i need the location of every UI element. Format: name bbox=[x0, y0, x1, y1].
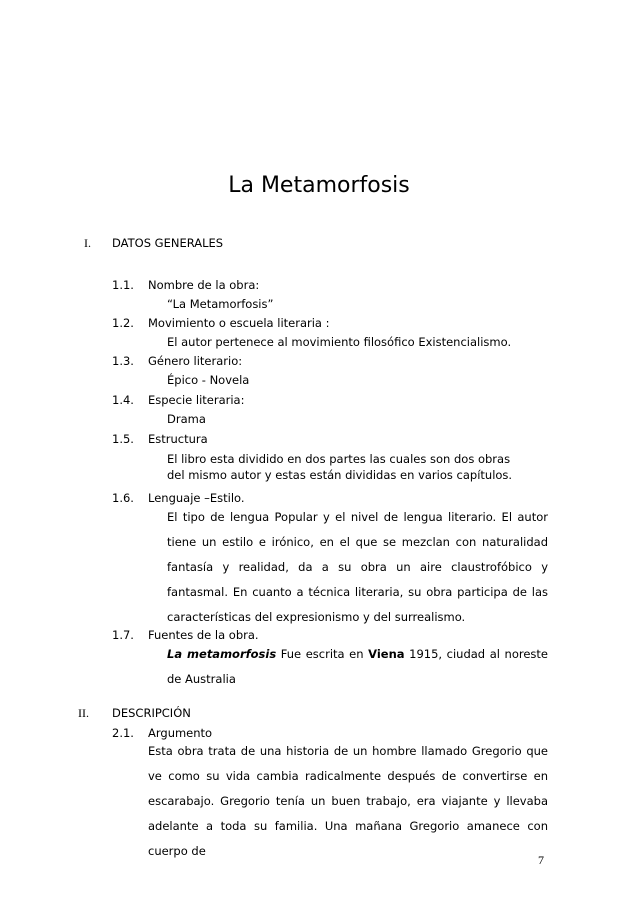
item-label: Estructura bbox=[148, 432, 208, 446]
item-label: Lenguaje –Estilo. bbox=[148, 491, 245, 505]
section-heading: DESCRIPCIÓN bbox=[112, 706, 191, 720]
section-number: II. bbox=[78, 706, 89, 720]
item-number: 2.1. bbox=[112, 726, 134, 740]
item-label: Argumento bbox=[148, 726, 213, 740]
item-number: 1.1. bbox=[112, 278, 134, 292]
item-value-text: 1915, ciudad al noreste de Australia bbox=[167, 647, 548, 686]
item-value: Drama bbox=[167, 412, 206, 426]
item-value-text: Fue escrita en bbox=[276, 647, 369, 661]
item-number: 1.5. bbox=[112, 432, 134, 446]
item-label: Género literario: bbox=[148, 354, 243, 368]
item-value: Épico - Novela bbox=[167, 373, 250, 387]
item-value: El libro esta dividido en dos partes las cuales son dos obras del mismo autor y estas están divididas en varios capítulos. bbox=[167, 452, 513, 482]
page-title: La Metamorfosis bbox=[228, 173, 410, 198]
item-value: “La Metamorfosis” bbox=[167, 297, 274, 311]
section-number: I. bbox=[84, 236, 91, 250]
item-label: Especie literaria: bbox=[148, 393, 245, 407]
city-name: Viena bbox=[368, 647, 405, 661]
item-number: 1.4. bbox=[112, 393, 134, 407]
item-value: El tipo de lengua Popular y el nivel de lengua literario. El autor tiene un estilo e irónico, en el que se mezclan con naturalidad fantasía y realidad, da a su obra un aire claustrofóbico y fantasmal. En cuanto a técnica literaria, su obra participa de las características del expresionismo y del surrealismo. bbox=[167, 510, 548, 624]
item-number: 1.7. bbox=[112, 628, 134, 642]
item-number: 1.2. bbox=[112, 316, 134, 330]
item-value: El autor pertenece al movimiento filosófico Existencialismo. bbox=[167, 335, 512, 349]
item-number: 1.3. bbox=[112, 354, 134, 368]
section-heading: DATOS GENERALES bbox=[112, 236, 224, 250]
item-value bbox=[167, 642, 548, 692]
item-value: Esta obra trata de una historia de un hombre llamado Gregorio que ve como su vida cambia radicalmente después de convertirse en escarabajo. Gregorio tenía un buen trabajo, era viajante y llevaba adelante a toda su familia. Una mañana Gregorio amanece con cuerpo de bbox=[148, 744, 548, 858]
work-title: La metamorfosis bbox=[167, 647, 277, 661]
item-label: Nombre de la obra: bbox=[148, 278, 260, 292]
item-label: Fuentes de la obra. bbox=[148, 628, 259, 642]
page-number: 7 bbox=[538, 853, 544, 867]
item-label: Movimiento o escuela literaria : bbox=[148, 316, 330, 330]
item-number: 1.6. bbox=[112, 491, 134, 505]
